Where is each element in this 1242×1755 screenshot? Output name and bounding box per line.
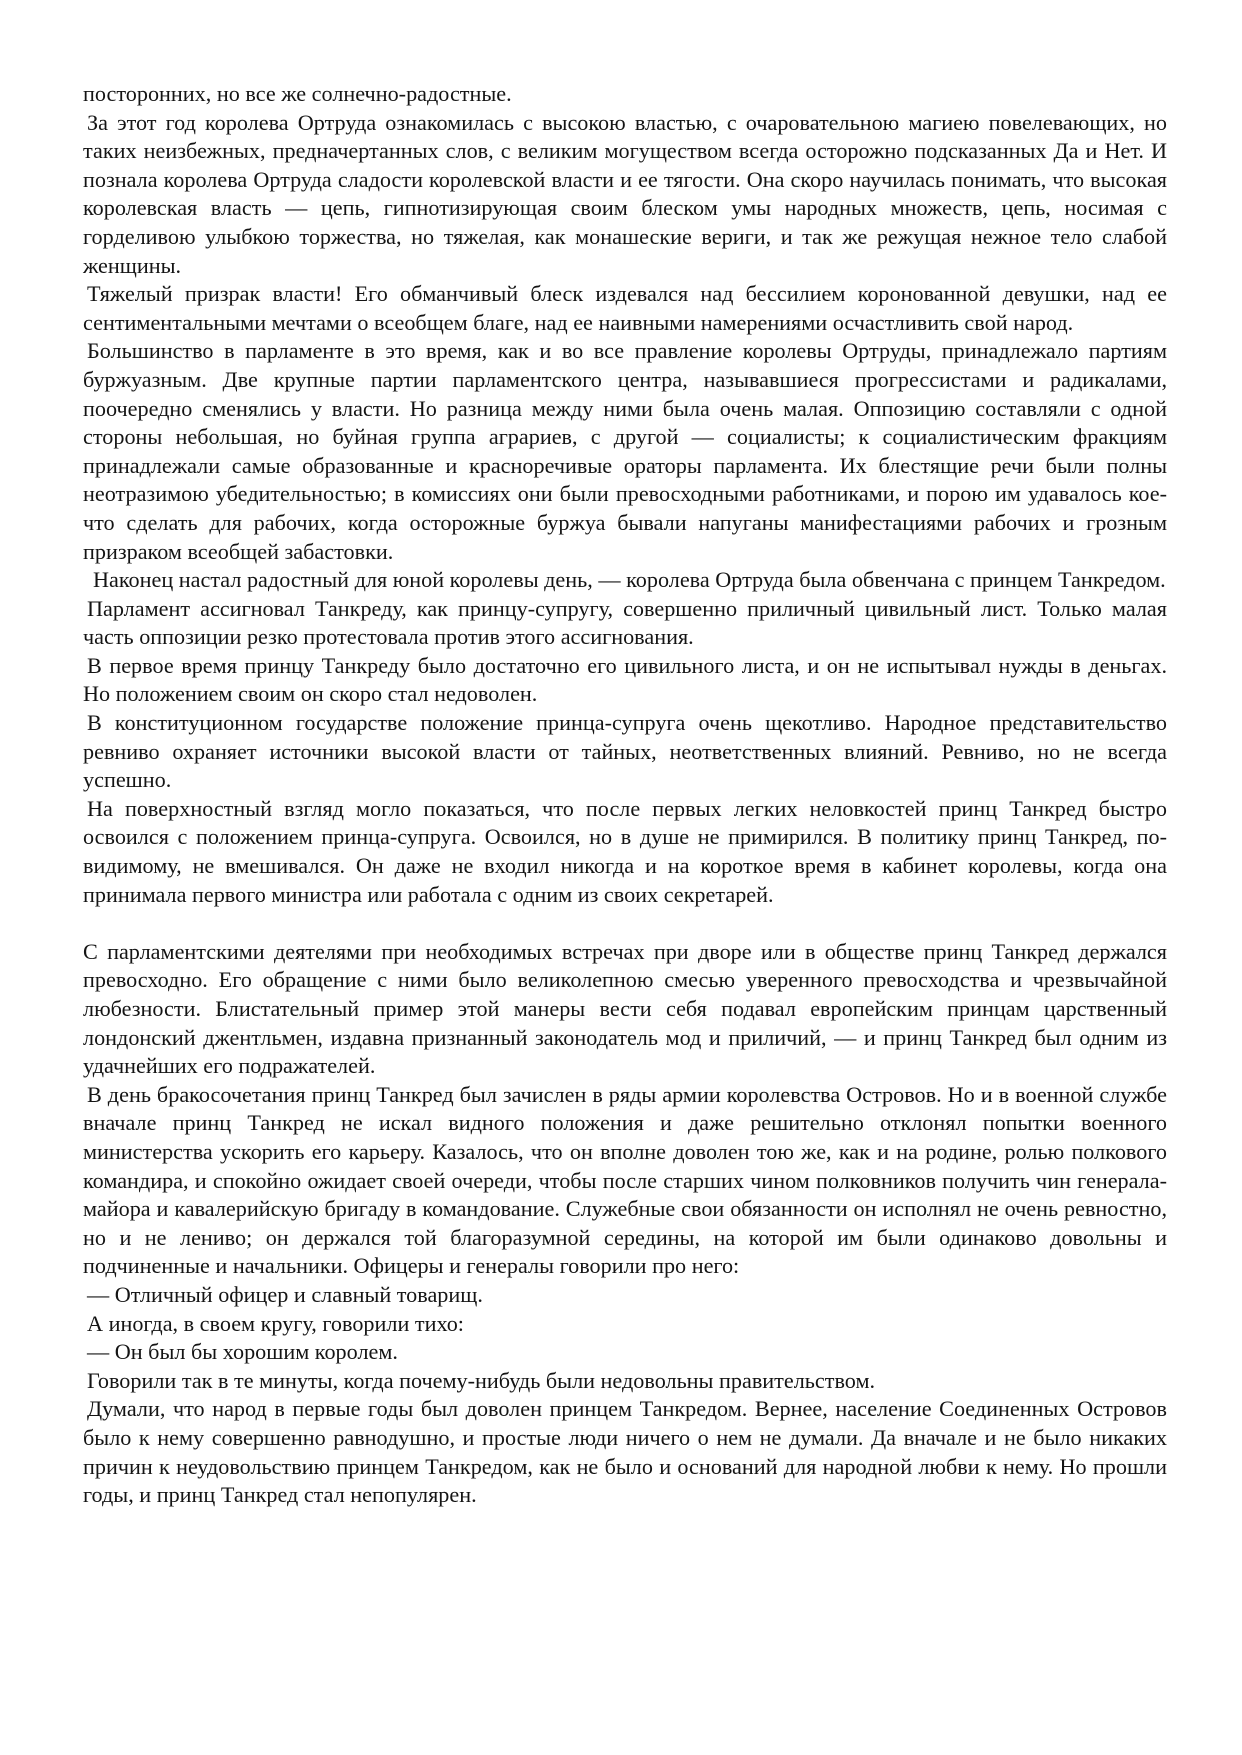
paragraph-wedding: Наконец настал радостный для юной королевы день, — королева Ортруда была обвенчана с принцем Танкредом. — [93, 567, 1166, 593]
document-page — [83, 80, 1167, 1510]
paragraph-when-said: Говорили так в те минуты, когда почему-нибудь были недовольны правительством. — [87, 1367, 876, 1393]
paragraph-parliamentarians: С парламентскими деятелями при необходимых встречах при дворе или в обществе принц Танкред держался превосходно. Его обращение с ними было великолепною смесью уверенного превосходства и чрезвычайной любезности. Блистательный пример этой манеры вести себя подавал европейским принцам царственный лондонский джентльмен, издавна признанный законодатель мод и приличий, — и принц Танкред был одним из удачнейших его подражателей. — [83, 938, 1167, 1079]
paragraph-quote-king: — Он был бы хорошим королем. — [87, 1339, 398, 1365]
paragraph-unpopular: Думали, что народ в первые годы был доволен принцем Танкредом. Вернее, население Соединенных Островов было к нему совершенно равнодушно, и простые люди ничего о нем не думали. Да вначале и не было никаких причин к неудовольствию принцем Танкредом, как не было и оснований для народной любви к нему. Но прошли годы, и принц Танкред стал непопулярен. — [83, 1396, 1167, 1508]
paragraph-prince-adapted: На поверхностный взгляд могло показаться, что после первых легких неловкостей принц Танкред быстро освоился с положением принца-супруга. Освоился, но в душе не примирился. В политику принц Танкред, по-видимому, не вмешивался. Он даже не входил никогда и на короткое время в кабинет королевы, когда она принимала первого министра или работала с одним из своих секретарей. — [83, 795, 1167, 907]
paragraph-queen-learns-power: За этот год королева Ортруда ознакомилась с высокою властью, с очаровательною магиею повелевающих, но таких неизбежных, предначертанных слов, с великим могуществом всегда осторожно подсказанных Да и Нет. И познала королева Ортруда сладости королевской власти и ее тягости. Она скоро научилась понимать, что высокая королевская власть — цепь, гипнотизирующая своим блеском умы народных множеств, цепь, носимая с горделивою улыбкою торжества, но тяжелая, как монашеские вериги, и так же режущая нежное тело слабой женщины. — [83, 109, 1167, 278]
paragraph-civil-list: Парламент ассигновал Танкреду, как принцу-супругу, совершенно приличный цивильный лист. Только малая часть оппозиции резко протестовала против этого ассигнования. — [83, 595, 1167, 650]
paragraph-continuation: посторонних, но все же солнечно-радостные. — [83, 81, 512, 106]
paragraph-prince-discontent: В первое время принцу Танкреду было достаточно его цивильного листа, и он не испытывал нужды в деньгах. Но положением своим он скоро стал недоволен. — [83, 652, 1167, 707]
blank-line-separator — [83, 909, 1167, 938]
paragraph-said-quietly: А иногда, в своем кругу, говорили тихо: — [87, 1310, 464, 1336]
paragraph-phantom-of-power: Тяжелый призрак власти! Его обманчивый блеск издевался над бессилием коронованной девушки, над ее сентиментальными мечтами о всеобщем благе, над ее наивными намерениями осчастливить свой народ. — [83, 281, 1167, 335]
paragraph-parliament-majority: Большинство в парламенте в это время, как и во все правление королевы Ортруды, принадлежало партиям буржуазным. Две крупные партии парламентского центра, называвшиеся прогрессистами и радикалами, поочередно сменялись у власти. Но разница между ними была очень малая. Оппозицию составляли с одной стороны небольшая, но буйная группа аграриев, с другой — социалисты; к социалистическим фракциям принадлежали самые образованные и красноречивые ораторы парламента. Их блестящие речи были полны неотразимою убедительностью; в комиссиях они были превосходными работниками, и порою им удавалось кое-что сделать для рабочих, когда осторожные буржуа бывали напуганы манифестациями рабочих и грозным призраком всеобщей забастовки. — [83, 338, 1167, 564]
paragraph-military-service: В день бракосочетания принц Танкред был зачислен в ряды армии королевства Островов. Но и в военной службе вначале принц Танкред не искал видного положения и даже решительно отклонял попытки военного министерства ускорить его карьеру. Казалось, что он вполне доволен тою же, как и на родине, ролью полкового командира, и спокойно ожидает своей очереди, чтобы после старших чином полковников получить чин генерала-майора и кавалерийскую бригаду в командование. Служебные свои обязанности он исполнял не очень ревностно, но и не лениво; он держался той благоразумной середины, на которой им были одинаково довольны и подчиненные и начальники. Офицеры и генералы говорили про него: — [83, 1081, 1167, 1279]
paragraph-quote-officer: — Отличный офицер и славный товарищ. — [87, 1281, 483, 1307]
paragraph-constitutional-state: В конституционном государстве положение принца-супруга очень щекотливо. Народное представительство ревниво охраняет источники высокой власти от тайных, неответственных влияний. Ревниво, но не всегда успешно. — [83, 710, 1167, 793]
